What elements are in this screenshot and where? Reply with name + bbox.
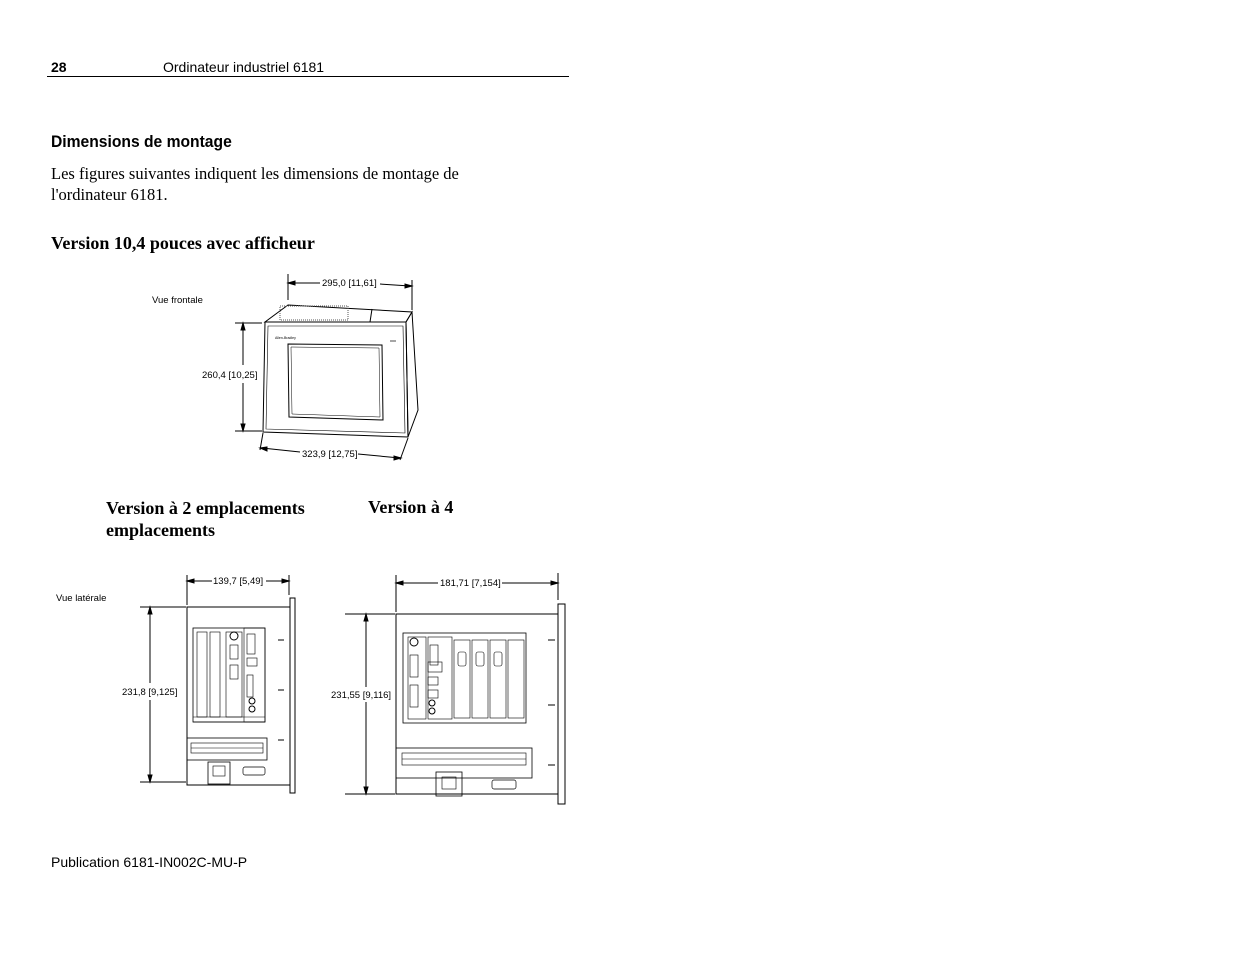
side-2-slot-width-dimension: 139,7 [5,49]	[213, 576, 264, 587]
front-view-drawing	[152, 274, 418, 460]
intro-paragraph: Les figures suivantes indiquent les dimensions de montage de l'ordinateur 6181.	[51, 164, 459, 204]
side-4-slot-height-dimension: 231,55 [9,116]	[331, 690, 392, 701]
side-view-label: Vue latérale	[56, 593, 107, 604]
figure-heading-10-inch: Version 10,4 pouces avec afficheur	[51, 233, 315, 253]
running-title: Ordinateur industriel 6181	[163, 59, 325, 75]
side-view-2-slot-drawing	[56, 575, 295, 793]
side-view-4-slot-drawing	[331, 573, 565, 804]
side-4-slot-width-dimension: 181,71 [7,154]	[440, 578, 501, 589]
heading-2-slot-line1: Version à 2 emplacements	[106, 498, 305, 518]
front-logo-text: Allen-Bradley	[275, 336, 296, 340]
heading-2-slot-line2: emplacements	[106, 520, 215, 540]
page-number: 28	[51, 59, 67, 75]
figure-heading-4-slot: Version à 4	[368, 497, 454, 517]
front-width-dimension: 295,0 [11,61]	[322, 278, 377, 289]
front-view-label: Vue frontale	[152, 295, 203, 306]
side-2-slot-height-dimension: 231,8 [9,125]	[122, 687, 178, 698]
footer-publication: Publication 6181-IN002C-MU-P	[51, 854, 248, 870]
section-heading: Dimensions de montage	[51, 132, 232, 151]
front-depth-dimension: 323,9 [12,75]	[302, 449, 358, 460]
front-height-dimension: 260,4 [10,25]	[202, 370, 258, 381]
